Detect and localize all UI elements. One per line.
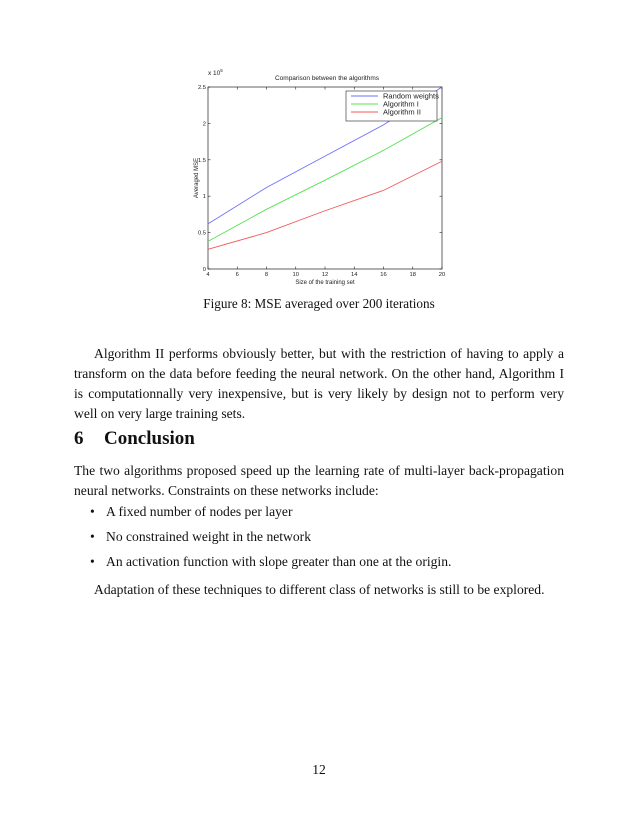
- y-tick-label: 0.5: [197, 230, 206, 237]
- y-tick-label: 2: [202, 121, 206, 128]
- list-item: [90, 502, 451, 527]
- bullet-icon: •: [90, 504, 95, 519]
- x-tick-label: 6: [235, 272, 239, 278]
- series-line-algorithm-i: [208, 118, 442, 242]
- x-tick-label: 10: [292, 272, 299, 278]
- y-tick-label: 1.5: [197, 157, 206, 164]
- x-tick-label: 20: [438, 272, 446, 278]
- legend-label: Algorithm I: [383, 99, 419, 109]
- section-heading-conclusion: [74, 428, 195, 450]
- mse-comparison-chart: [0, 0, 638, 300]
- paragraph-future-work: Adaptation of these techniques to different class of networks is still to be explored.: [94, 582, 545, 597]
- x-tick-label: 18: [409, 272, 416, 278]
- section-title: Conclusion: [104, 428, 195, 449]
- x-tick-label: 14: [351, 272, 358, 278]
- x-tick-label: 12: [321, 272, 329, 278]
- legend: [346, 91, 439, 121]
- y-tick-label: 0: [202, 267, 206, 273]
- series-line-algorithm-ii: [208, 161, 442, 249]
- y-tick-label: 1: [202, 194, 206, 201]
- x-axis-label: Size of the training set: [295, 280, 355, 286]
- list-item-text: No constrained weight in the network: [106, 529, 311, 544]
- bullet-icon: •: [90, 529, 95, 544]
- list-item: [90, 552, 451, 577]
- bullet-icon: •: [90, 554, 95, 569]
- x-tick-label: 16: [380, 272, 387, 278]
- paragraph-algorithm-comparison: Algorithm II performs obviously better, but with the restriction of having to apply a transform on the data before feeding the neural network. On the other hand, Algorithm I is computationnally very inexpensive, but is very likely by design not to perform very well on very large training sets.: [74, 346, 564, 421]
- list-item-text: An activation function with slope greater than one at the origin.: [106, 554, 452, 569]
- section-number: 6: [74, 428, 84, 449]
- constraints-list: [90, 502, 451, 577]
- x-tick-label: 4: [206, 272, 210, 278]
- paragraph-conclusion-intro: The two algorithms proposed speed up the learning rate of multi-layer back-propagation neural networks. Constraints on these networks include:: [74, 463, 564, 498]
- page-number: 12: [312, 762, 326, 777]
- list-item-text: A fixed number of nodes per layer: [106, 504, 293, 519]
- y-axis-label: Averaged MSE: [194, 157, 200, 199]
- chart-title: Comparison between the algorithms: [274, 75, 380, 82]
- y-multiplier: x $10^5$: [208, 68, 223, 77]
- figure-caption: Figure 8: MSE averaged over 200 iterations: [203, 296, 435, 311]
- x-tick-label: 8: [264, 272, 269, 278]
- legend-label: Algorithm II: [383, 107, 421, 117]
- list-item: [90, 527, 451, 552]
- y-tick-label: 2.5: [197, 85, 206, 91]
- legend-label: Random weights: [383, 91, 439, 101]
